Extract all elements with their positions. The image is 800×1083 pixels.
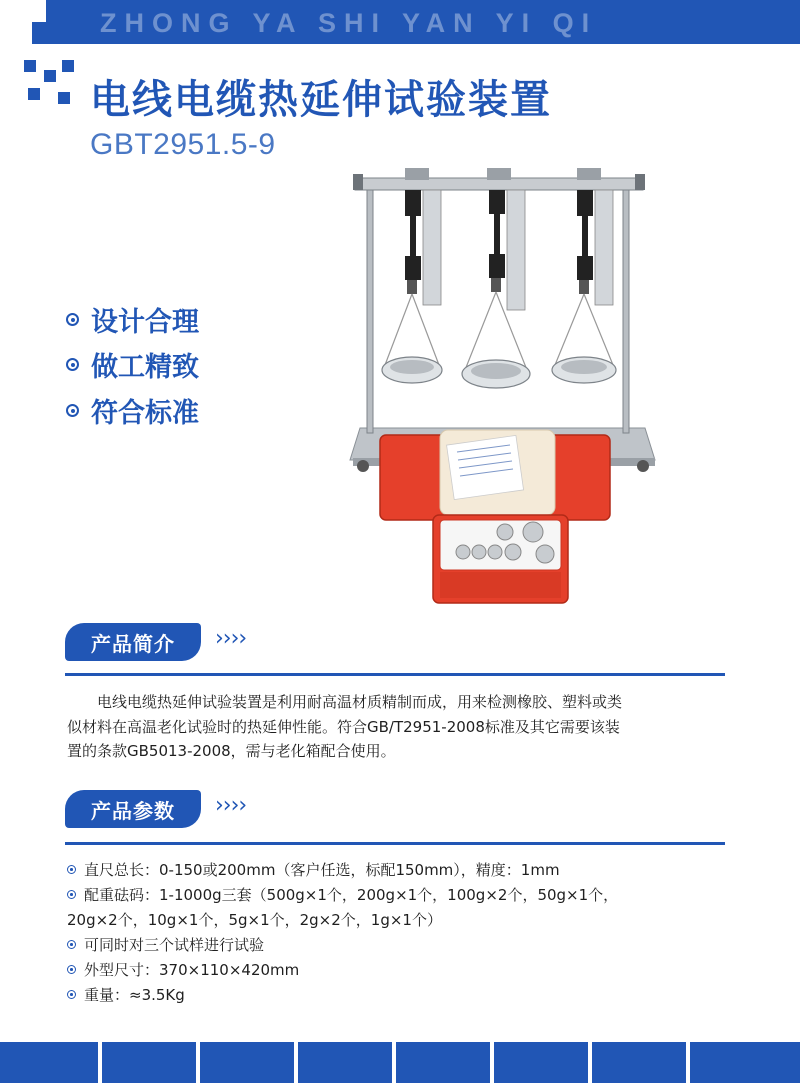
bullet-icon bbox=[67, 965, 76, 974]
bullet-icon bbox=[66, 358, 79, 371]
deco-square bbox=[44, 70, 56, 82]
banner-gap bbox=[686, 1042, 690, 1083]
section-divider bbox=[65, 842, 725, 845]
page-title: 电线电缆热延伸试验装置 bbox=[90, 77, 552, 123]
param-text: 直尺总长：0-150或200mm（客户任选，标配150mm），精度：1mm bbox=[84, 861, 560, 879]
product-photo bbox=[345, 160, 665, 605]
chevrons-icon: ›››› bbox=[215, 793, 247, 818]
feature-item bbox=[66, 300, 199, 339]
deco-square bbox=[28, 88, 40, 100]
banner-gap bbox=[294, 1042, 298, 1083]
deco-square bbox=[58, 92, 70, 104]
top-banner bbox=[0, 0, 800, 44]
param-item-continued bbox=[67, 908, 747, 933]
param-list bbox=[67, 858, 747, 1008]
param-item bbox=[67, 983, 747, 1008]
banner-notch bbox=[0, 0, 32, 44]
bottom-banner bbox=[0, 1042, 800, 1083]
deco-square bbox=[24, 60, 36, 72]
bullet-icon bbox=[66, 404, 79, 417]
standard-code: GBT2951.5-9 bbox=[90, 128, 276, 161]
section-title: 产品参数 bbox=[65, 790, 201, 828]
bullet-icon bbox=[67, 890, 76, 899]
param-item bbox=[67, 858, 747, 883]
banner-gap bbox=[392, 1042, 396, 1083]
feature-label: 设计合理 bbox=[91, 307, 199, 338]
section-divider bbox=[65, 673, 725, 676]
banner-watermark: ZHONG YA SHI YAN YI QI bbox=[100, 8, 598, 38]
banner-notch bbox=[32, 0, 46, 22]
banner-gap bbox=[98, 1042, 102, 1083]
param-item bbox=[67, 958, 747, 983]
intro-text bbox=[67, 690, 747, 764]
deco-square bbox=[62, 60, 74, 72]
param-text: 可同时对三个试样进行试验 bbox=[84, 936, 265, 954]
param-item bbox=[67, 883, 747, 908]
bullet-icon bbox=[67, 990, 76, 999]
banner-gap bbox=[490, 1042, 494, 1083]
chevrons-icon: ›››› bbox=[215, 626, 247, 651]
feature-item bbox=[66, 345, 199, 384]
banner-gap bbox=[196, 1042, 200, 1083]
param-text: 重量：≈3.5Kg bbox=[84, 986, 185, 1004]
intro-line: 似材料在高温老化试验时的热延伸性能。符合GB/T2951-2008标准及其它需要该装 bbox=[67, 717, 620, 736]
bullet-icon bbox=[67, 865, 76, 874]
param-item bbox=[67, 933, 747, 958]
feature-label: 做工精致 bbox=[91, 352, 199, 383]
bullet-icon bbox=[67, 940, 76, 949]
feature-label: 符合标准 bbox=[91, 398, 199, 429]
param-text: 配重砝码：1-1000g三套（500g×1个，200g×1个，100g×2个，50g×1个， bbox=[84, 886, 619, 904]
param-text: 20g×2个，10g×1个，5g×1个，2g×2个，1g×1个） bbox=[67, 911, 442, 929]
intro-line: 置的条款GB5013-2008，需与老化箱配合使用。 bbox=[67, 742, 396, 760]
intro-line: 电线电缆热延伸试验装置是利用耐高温材质精制而成，用来检测橡胶、塑料或类 bbox=[97, 693, 623, 711]
param-text: 外型尺寸：370×110×420mm bbox=[84, 961, 300, 979]
bullet-icon bbox=[66, 313, 79, 326]
feature-item bbox=[66, 391, 199, 430]
section-title: 产品简介 bbox=[65, 623, 201, 661]
banner-gap bbox=[588, 1042, 592, 1083]
